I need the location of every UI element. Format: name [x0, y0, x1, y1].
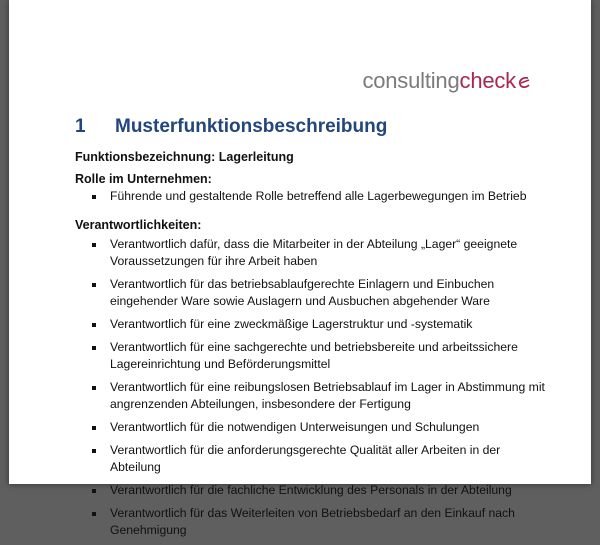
list-item: Führende und gestaltende Rolle betreffend alle Lagerbewegungen im Betrieb: [75, 188, 545, 205]
bullet-icon: [92, 243, 96, 247]
list-item: Verantwortlich für die notwendigen Unterweisungen und Schulungen: [75, 419, 545, 436]
consultingcheck-logo: [362, 68, 531, 94]
responsibilities-heading: Verantwortlichkeiten:: [75, 218, 202, 232]
bullet-icon: [92, 323, 96, 327]
list-item: Verantwortlich für eine sachgerechte und betriebsbereite und arbeitssichere Lagereinrichtung und Beförderungsmittel: [75, 339, 545, 373]
list-item: Verantwortlich für das Weiterleiten von Betriebsbedarf an den Einkauf nach Genehmigung: [75, 505, 545, 539]
logo-check-icon: [517, 74, 531, 90]
bullet-icon: [92, 512, 96, 516]
bullet-icon: [92, 426, 96, 430]
bullet-icon: [92, 195, 96, 199]
responsibilities-list: [75, 236, 545, 545]
bullet-icon: [92, 283, 96, 287]
list-item: Verantwortlich für die anforderungsgerechte Qualität aller Arbeiten in der Abteilung: [75, 442, 545, 476]
logo-text-consulting: consulting: [362, 68, 460, 93]
section-number: 1: [75, 116, 86, 137]
section-title: Musterfunktionsbeschreibung: [115, 116, 388, 137]
bullet-icon: [92, 449, 96, 453]
role-list: [75, 188, 545, 211]
bullet-icon: [92, 346, 96, 350]
list-item: Verantwortlich für die fachliche Entwicklung des Personals in der Abteilung: [75, 482, 545, 499]
list-item: Verantwortlich für eine reibungslosen Betriebsablauf im Lager in Abstimmung mit angrenzenden Abteilungen, insbesondere der Fertigung: [75, 379, 545, 413]
role-heading: Rolle im Unternehmen:: [75, 172, 212, 186]
section-heading: [75, 116, 387, 138]
list-item: Verantwortlich dafür, dass die Mitarbeiter in der Abteilung „Lager“ geeignete Voraussetzungen für ihre Arbeit haben: [75, 236, 545, 270]
list-item: Verantwortlich für eine zweckmäßige Lagerstruktur und -systematik: [75, 316, 545, 333]
list-item: Verantwortlich für das betriebsablaufgerechte Einlagern und Einbuchen eingehender Ware sowie Auslagern und Ausbuchen abgehender Ware: [75, 276, 545, 310]
document-page: [9, 0, 591, 537]
bullet-icon: [92, 489, 96, 493]
function-title: Funktionsbezeichnung: Lagerleitung: [75, 150, 294, 164]
logo-text-check: check: [459, 68, 516, 93]
bullet-icon: [92, 386, 96, 390]
